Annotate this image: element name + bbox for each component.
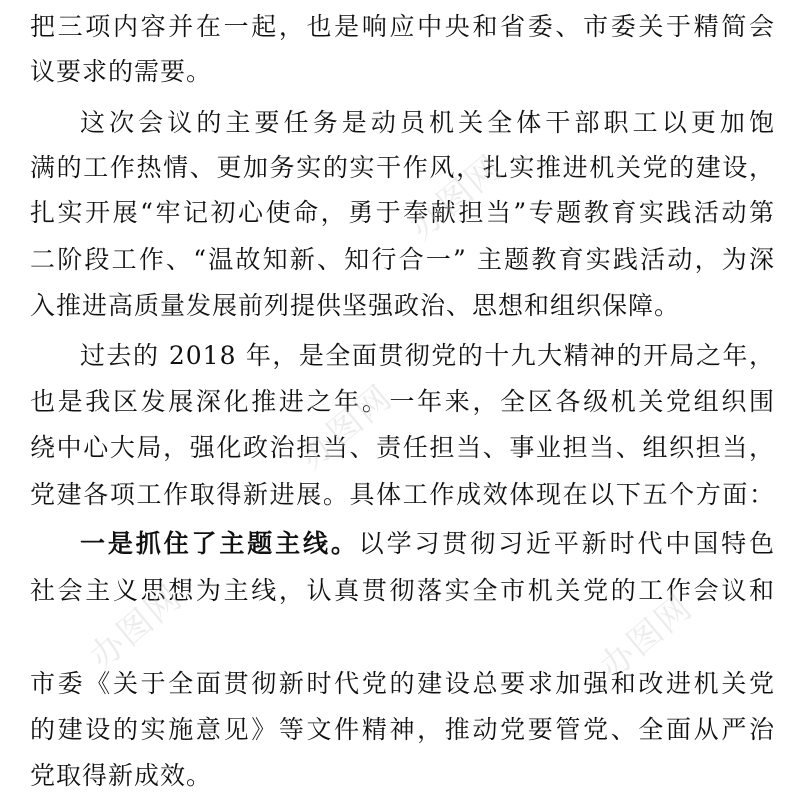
watermark-1: 办图网	[402, 147, 511, 248]
paragraph-2-line-1: 这次会议的主要任务是动员机关全体干部职工以更加饱	[80, 108, 775, 137]
paragraph-2-line-3: 扎实开展“牢记初心使命，勇于奉献担当”专题教育实践活动第	[30, 198, 775, 227]
paragraph-4-line-2: 社会主义思想为主线，认真贯彻落实全市机关党的工作会议和	[30, 576, 775, 605]
paragraph-2-line-5: 入推进高质量发展前列提供坚强政治、思想和组织保障。	[30, 291, 681, 320]
paragraph-4-bold-lead: 一是抓住了主题主线。	[80, 529, 359, 558]
paragraph-3-line-4: 党建各项工作取得新进展。具体工作成效体现在以下五个方面：	[30, 480, 775, 509]
paragraph-4-line-1-text: 以学习贯彻习近平新时代中国特色	[358, 529, 775, 558]
paragraph-3-line-1: 过去的 2018 年，是全面贯彻党的十九大精神的开局之年，	[80, 341, 775, 370]
paragraph-2-line-4: 二阶段工作、“温故知新、知行合一” 主题教育实践活动，为深	[30, 245, 775, 274]
paragraph-3-line-2: 也是我区发展深化推进之年。一年来，全区各级机关党组织围	[30, 387, 775, 416]
paragraph-5-line-3: 党取得新成效。	[30, 761, 213, 790]
paragraph-3-line-3: 绕中心大局，强化政治担当、责任担当、事业担当、组织担当，	[30, 433, 775, 462]
watermark-3: 办图网	[82, 577, 191, 678]
paragraph-2-line-2: 满的工作热情、更加务实的实干作风，扎实推进机关党的建设，	[30, 153, 775, 182]
paragraph-1-line-1: 把三项内容并在一起，也是响应中央和省委、市委关于精简会	[30, 12, 775, 41]
paragraph-5-line-2: 的建设的实施意见》等文件精神，推动党要管党、全面从严治	[30, 715, 775, 744]
paragraph-5-line-1: 市委《关于全面贯彻新时代党的建设总要求加强和改进机关党	[30, 669, 775, 698]
paragraph-4-line-1	[80, 524, 775, 564]
paragraph-1-line-2: 议要求的需要。	[30, 57, 213, 86]
watermark-2: 办图网	[292, 377, 401, 478]
watermark-4: 办图网	[592, 587, 701, 688]
